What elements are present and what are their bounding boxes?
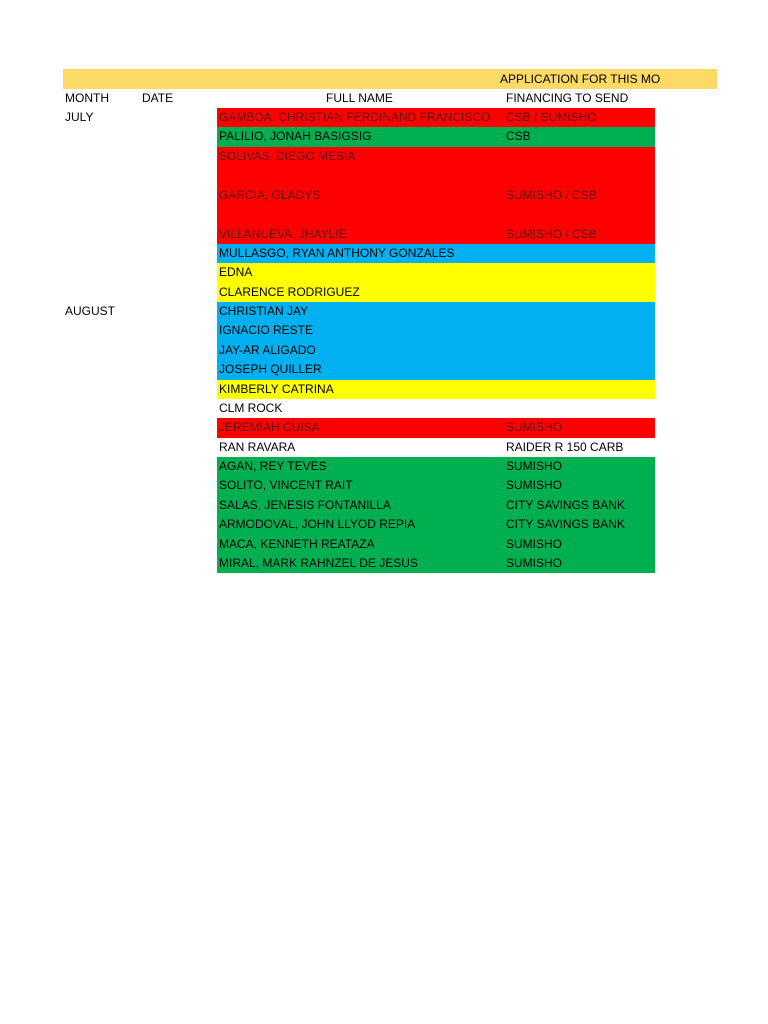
table-row: [63, 263, 717, 282]
full-name-cell: GARCIA, GLADYS: [219, 187, 321, 202]
row-fill: [217, 399, 655, 418]
row-fill: [217, 263, 655, 282]
header-full-name: FULL NAME: [326, 91, 393, 105]
table-row: [63, 321, 717, 340]
full-name-cell: CLARENCE RODRIGUEZ: [219, 284, 360, 299]
full-name-cell: RAN RAVARA: [219, 439, 296, 454]
full-name-cell: VILLANUEVA, JHAYLIE: [219, 226, 347, 241]
full-name-cell: JAY-AR ALIGADO: [219, 342, 316, 357]
financing-cell: CSB / SUMISHO: [506, 110, 597, 124]
table-row: [63, 438, 717, 457]
table-row: [63, 496, 717, 515]
full-name-cell: SALAS, JENESIS FONTANILLA: [219, 497, 391, 512]
financing-cell: SUMISHO: [506, 420, 563, 435]
banner-row: [63, 69, 717, 89]
table-row: [63, 341, 717, 360]
month-cell: JULY: [65, 110, 94, 124]
full-name-cell: CHRISTIAN JAY: [219, 303, 309, 318]
financing-cell: RAIDER R 150 CARB: [506, 439, 624, 454]
table-row: [63, 380, 717, 399]
financing-cell: CITY SAVINGS BANK: [506, 517, 625, 532]
header-date: DATE: [142, 91, 174, 105]
financing-cell: SUMISHO: [506, 459, 563, 474]
table-row: [63, 535, 717, 554]
full-name-cell: JOSEPH QUILLER: [219, 362, 322, 377]
table-row: [63, 283, 717, 302]
table-row: [63, 418, 717, 437]
table-row: [63, 127, 717, 146]
full-name-cell: JEREMIAH CUISA: [219, 420, 320, 435]
full-name-cell: MACA, KENNETH REATAZA: [219, 536, 375, 551]
full-name-cell: GAMBOA, CHRISTIAN FERDINAND FRANCISCO: [219, 110, 491, 124]
table-row: [63, 515, 717, 534]
full-name-cell: PALILIO, JONAH BASIGSIG: [219, 129, 372, 144]
table-row: [63, 302, 717, 321]
header-financing: FINANCING TO SEND: [506, 91, 629, 105]
table-row: [63, 147, 717, 166]
full-name-cell: MIRAL, MARK RAHNZEL DE JESUS: [219, 556, 418, 571]
table-row: [63, 360, 717, 379]
full-name-cell: EDNA: [219, 265, 253, 280]
financing-cell: CITY SAVINGS BANK: [506, 497, 625, 512]
full-name-cell: SOLITO, VINCENT RAIT: [219, 478, 353, 493]
table-row: [63, 399, 717, 418]
table-row: [63, 244, 717, 263]
financing-cell: SUMISHO: [506, 556, 563, 571]
financing-cell: SUMISHO: [506, 536, 563, 551]
full-name-cell: SOLIVAS, DIEGO MESIA: [219, 148, 356, 163]
financing-cell: SUMISHO / CSB: [506, 187, 597, 202]
table-row: [63, 457, 717, 476]
full-name-cell: IGNACIO RESTE: [219, 323, 314, 338]
full-name-cell: ARMODOVAL, JOHN LLYOD REPIA: [219, 517, 416, 532]
full-name-cell: KIMBERLY CATRINA: [219, 381, 334, 396]
table-row: [63, 476, 717, 495]
financing-cell: SUMISHO: [506, 478, 563, 493]
financing-cell: CSB: [506, 129, 531, 144]
financing-cell: SUMISHO / CSB: [506, 226, 597, 241]
full-name-cell: MULLASGO, RYAN ANTHONY GONZALES: [219, 245, 455, 260]
table-row: [63, 108, 717, 127]
table-row: [63, 205, 717, 244]
month-cell: AUGUST: [65, 303, 116, 318]
table-row: [63, 166, 717, 205]
banner-title: APPLICATION FOR THIS MO: [500, 72, 661, 86]
table-row: [63, 554, 717, 573]
full-name-cell: CLM ROCK: [219, 400, 283, 415]
header-month: MONTH: [65, 91, 109, 105]
table-body: [63, 108, 717, 573]
full-name-cell: AGAN, REY TEVES: [219, 459, 327, 474]
